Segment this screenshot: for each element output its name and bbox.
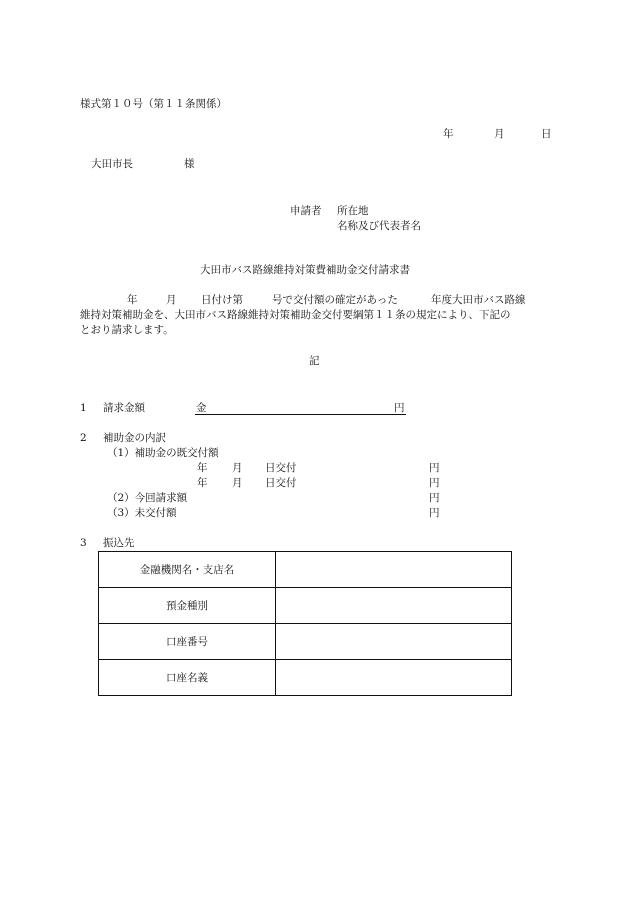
representative-name-label: 名称及び代表者名	[337, 220, 421, 232]
deposit-type-label: 預金種別	[99, 588, 276, 624]
ki-heading: 記	[309, 355, 320, 367]
item-2-current-request: （2）今回請求額	[107, 492, 188, 504]
table-row	[99, 624, 512, 660]
account-number-value[interactable]	[276, 624, 512, 660]
item-1-already-paid: （1）補助金の既交付額	[107, 447, 219, 459]
amount-underline	[195, 414, 406, 415]
amount-kin-label: 金	[196, 402, 207, 414]
bank-branch-value[interactable]	[276, 552, 512, 588]
bank-account-table	[98, 551, 512, 696]
paid-row-2-year: 年	[197, 477, 208, 489]
document-title: 大田市バス路線維持対策費補助金交付請求書	[200, 264, 410, 276]
body-number-text: 号で交付額の確定があった	[272, 294, 398, 306]
paid-row-2-day: 日交付	[265, 477, 297, 489]
date-month-label: 月	[494, 128, 505, 140]
date-year-label: 年	[443, 128, 454, 140]
paid-row-1-year: 年	[197, 462, 208, 474]
applicant-label: 申請者	[290, 205, 322, 217]
body-dated: 日付け第	[201, 294, 243, 306]
account-number-label: 口座番号	[99, 624, 276, 660]
table-row	[99, 552, 512, 588]
section-3-label: 振込先	[103, 537, 135, 549]
body-month: 月	[166, 294, 177, 306]
date-day-label: 日	[541, 128, 552, 140]
deposit-type-value[interactable]	[276, 588, 512, 624]
paid-row-2-month: 月	[232, 477, 243, 489]
body-fiscal-text: 年度大田市バス路線	[431, 294, 526, 306]
table-row	[99, 660, 512, 696]
item-3-unpaid: （3）未交付額	[107, 507, 177, 519]
address-label: 所在地	[337, 205, 369, 217]
paid-row-2-yen: 円	[429, 477, 440, 489]
bank-branch-label: 金融機関名・支店名	[99, 552, 276, 588]
section-2-number: 2	[80, 432, 87, 444]
body-line-3: とおり請求します。	[80, 324, 174, 336]
item-2-yen: 円	[429, 492, 440, 504]
form-number: 様式第１０号（第１１条関係）	[80, 98, 227, 110]
honorific: 様	[184, 158, 195, 170]
section-2-label: 補助金の内訳	[103, 432, 166, 444]
paid-row-1-day: 日交付	[265, 462, 297, 474]
section-3-number: 3	[80, 537, 87, 549]
paid-row-1-yen: 円	[429, 462, 440, 474]
paid-row-1-month: 月	[232, 462, 243, 474]
amount-yen-label: 円	[394, 402, 405, 414]
account-holder-value[interactable]	[276, 660, 512, 696]
section-1-label: 請求金額	[103, 402, 145, 414]
section-1-number: 1	[80, 402, 87, 414]
table-row	[99, 588, 512, 624]
item-3-yen: 円	[429, 507, 440, 519]
body-year: 年	[127, 294, 138, 306]
body-line-2: 維持対策補助金を、大田市バス路線維持対策補助金交付要綱第１１条の規定により、下記の	[80, 309, 511, 321]
account-holder-label: 口座名義	[99, 660, 276, 696]
addressee: 大田市長	[91, 158, 133, 170]
